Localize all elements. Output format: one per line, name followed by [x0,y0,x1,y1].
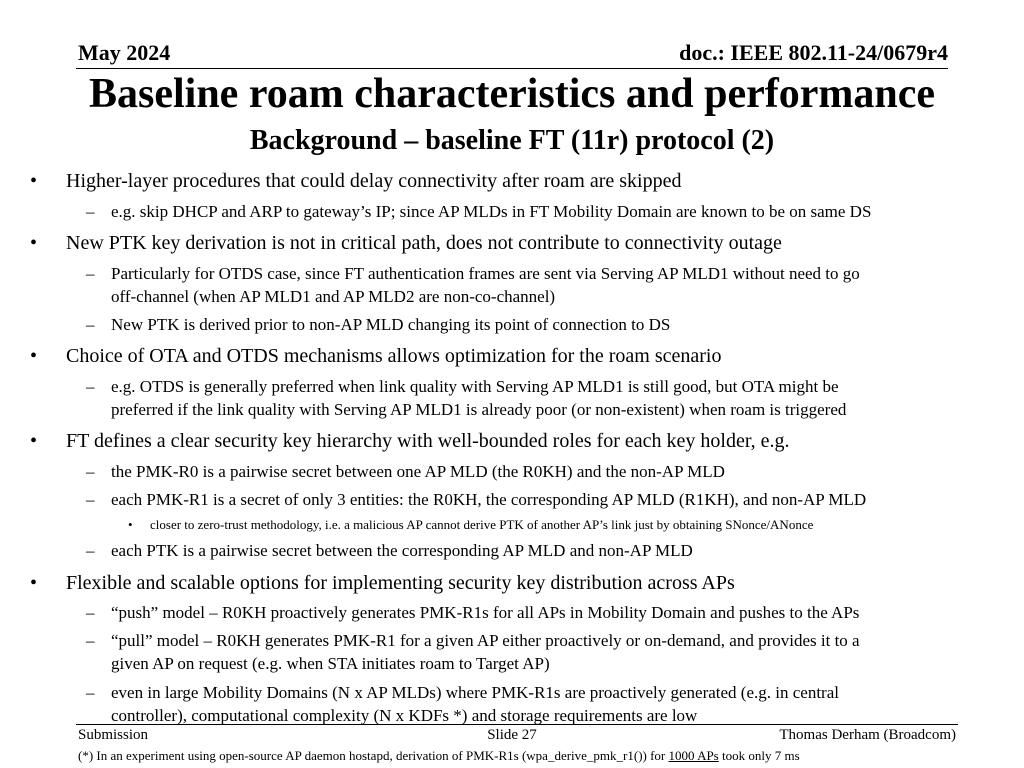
footnote [78,748,800,764]
sub-bullet-marker: – [86,490,95,509]
footer-submission: Submission [78,727,149,743]
sub-bullet-marker: – [86,683,95,702]
bullet-marker: • [30,232,38,254]
footer-author: Thomas Derham (Broadcom) [779,727,956,743]
sub-bullet-marker: – [86,315,95,334]
sub-bullet-text-cont: off-channel (when AP MLD1 and AP MLD2 are non-co-channel) [111,287,556,306]
bullet-marker: • [30,572,38,594]
footer-slide-number: Slide 27 [487,727,537,743]
sub-bullet-marker: – [86,603,95,622]
sub-bullet-text: even in large Mobility Domains (N x AP MLDs) where PMK-R1s are proactively generated (e.g. in central [111,683,839,702]
sub-sub-bullet-text: closer to zero-trust methodology, i.e. a malicious AP cannot derive PTK of another AP’s link just by obtaining SNonce/ANonce [150,517,814,532]
sub-bullet-text: e.g. skip DHCP and ARP to gateway’s IP; since AP MLDs in FT Mobility Domain are known to be on same DS [111,202,872,221]
footnote-text-end: took only 7 ms [718,748,800,763]
slide-subtitle: Background – baseline FT (11r) protocol (2) [249,125,775,156]
sub-sub-bullet-marker: • [128,517,133,532]
sub-bullet-text: New PTK is derived prior to non-AP MLD changing its point of connection to DS [111,315,671,334]
bullet-marker: • [30,170,38,192]
sub-bullet-marker: – [86,264,95,283]
sub-bullet-text-cont: given AP on request (e.g. when STA initiates roam to Target AP) [111,654,550,673]
bullet-text: Flexible and scalable options for implementing security key distribution across APs [66,572,735,594]
sub-bullet-text: each PMK-R1 is a secret of only 3 entities: the R0KH, the corresponding AP MLD (R1KH), and non-AP MLD [111,490,867,509]
sub-bullet-text: “push” model – R0KH proactively generates PMK-R1s for all APs in Mobility Domain and pushes to the APs [111,603,860,622]
sub-bullet-text: each PTK is a pairwise secret between the corresponding AP MLD and non-AP MLD [111,541,693,560]
bullet-text: FT defines a clear security key hierarchy with well-bounded roles for each key holder, e.g. [66,430,790,452]
header-doc-id: doc.: IEEE 802.11-24/0679r4 [679,40,948,65]
footer-divider [76,724,958,725]
sub-bullet-text-cont: controller), computational complexity (N x KDFs *) and storage requirements are low [111,706,698,725]
bullet-text: Higher-layer procedures that could delay connectivity after roam are skipped [66,170,682,192]
bullet-text: New PTK key derivation is not in critical path, does not contribute to connectivity outage [66,232,782,254]
sub-bullet-text: the PMK-R0 is a pairwise secret between one AP MLD (the R0KH) and the non-AP MLD [111,462,725,481]
bullet-marker: • [30,345,38,367]
sub-bullet-marker: – [86,631,95,650]
sub-bullet-text: “pull” model – R0KH generates PMK-R1 for a given AP either proactively or on-demand, and provides it to a [111,631,860,650]
sub-bullet-text: e.g. OTDS is generally preferred when link quality with Serving AP MLD1 is still good, but OTA might be [111,377,839,396]
slide-title: Baseline roam characteristics and performance [88,71,936,117]
sub-bullet-marker: – [86,541,95,560]
sub-bullet-marker: – [86,462,95,481]
header-date: May 2024 [78,40,171,65]
sub-bullet-text: Particularly for OTDS case, since FT authentication frames are sent via Serving AP MLD1 without need to go [111,264,860,283]
footnote-text: (*) In an experiment using open-source AP daemon hostapd, derivation of PMK-R1s (wpa_derive_pmk_r1()) for [78,748,669,763]
sub-bullet-marker: – [86,202,95,221]
footnote-underlined: 1000 APs [668,748,719,763]
header-divider [76,68,948,69]
sub-bullet-marker: – [86,377,95,396]
bullet-text: Choice of OTA and OTDS mechanisms allows optimization for the roam scenario [66,345,722,367]
bullet-marker: • [30,430,38,452]
sub-bullet-text-cont: preferred if the link quality with Serving AP MLD1 is already poor (or non-existent) when roam is triggered [111,400,847,419]
